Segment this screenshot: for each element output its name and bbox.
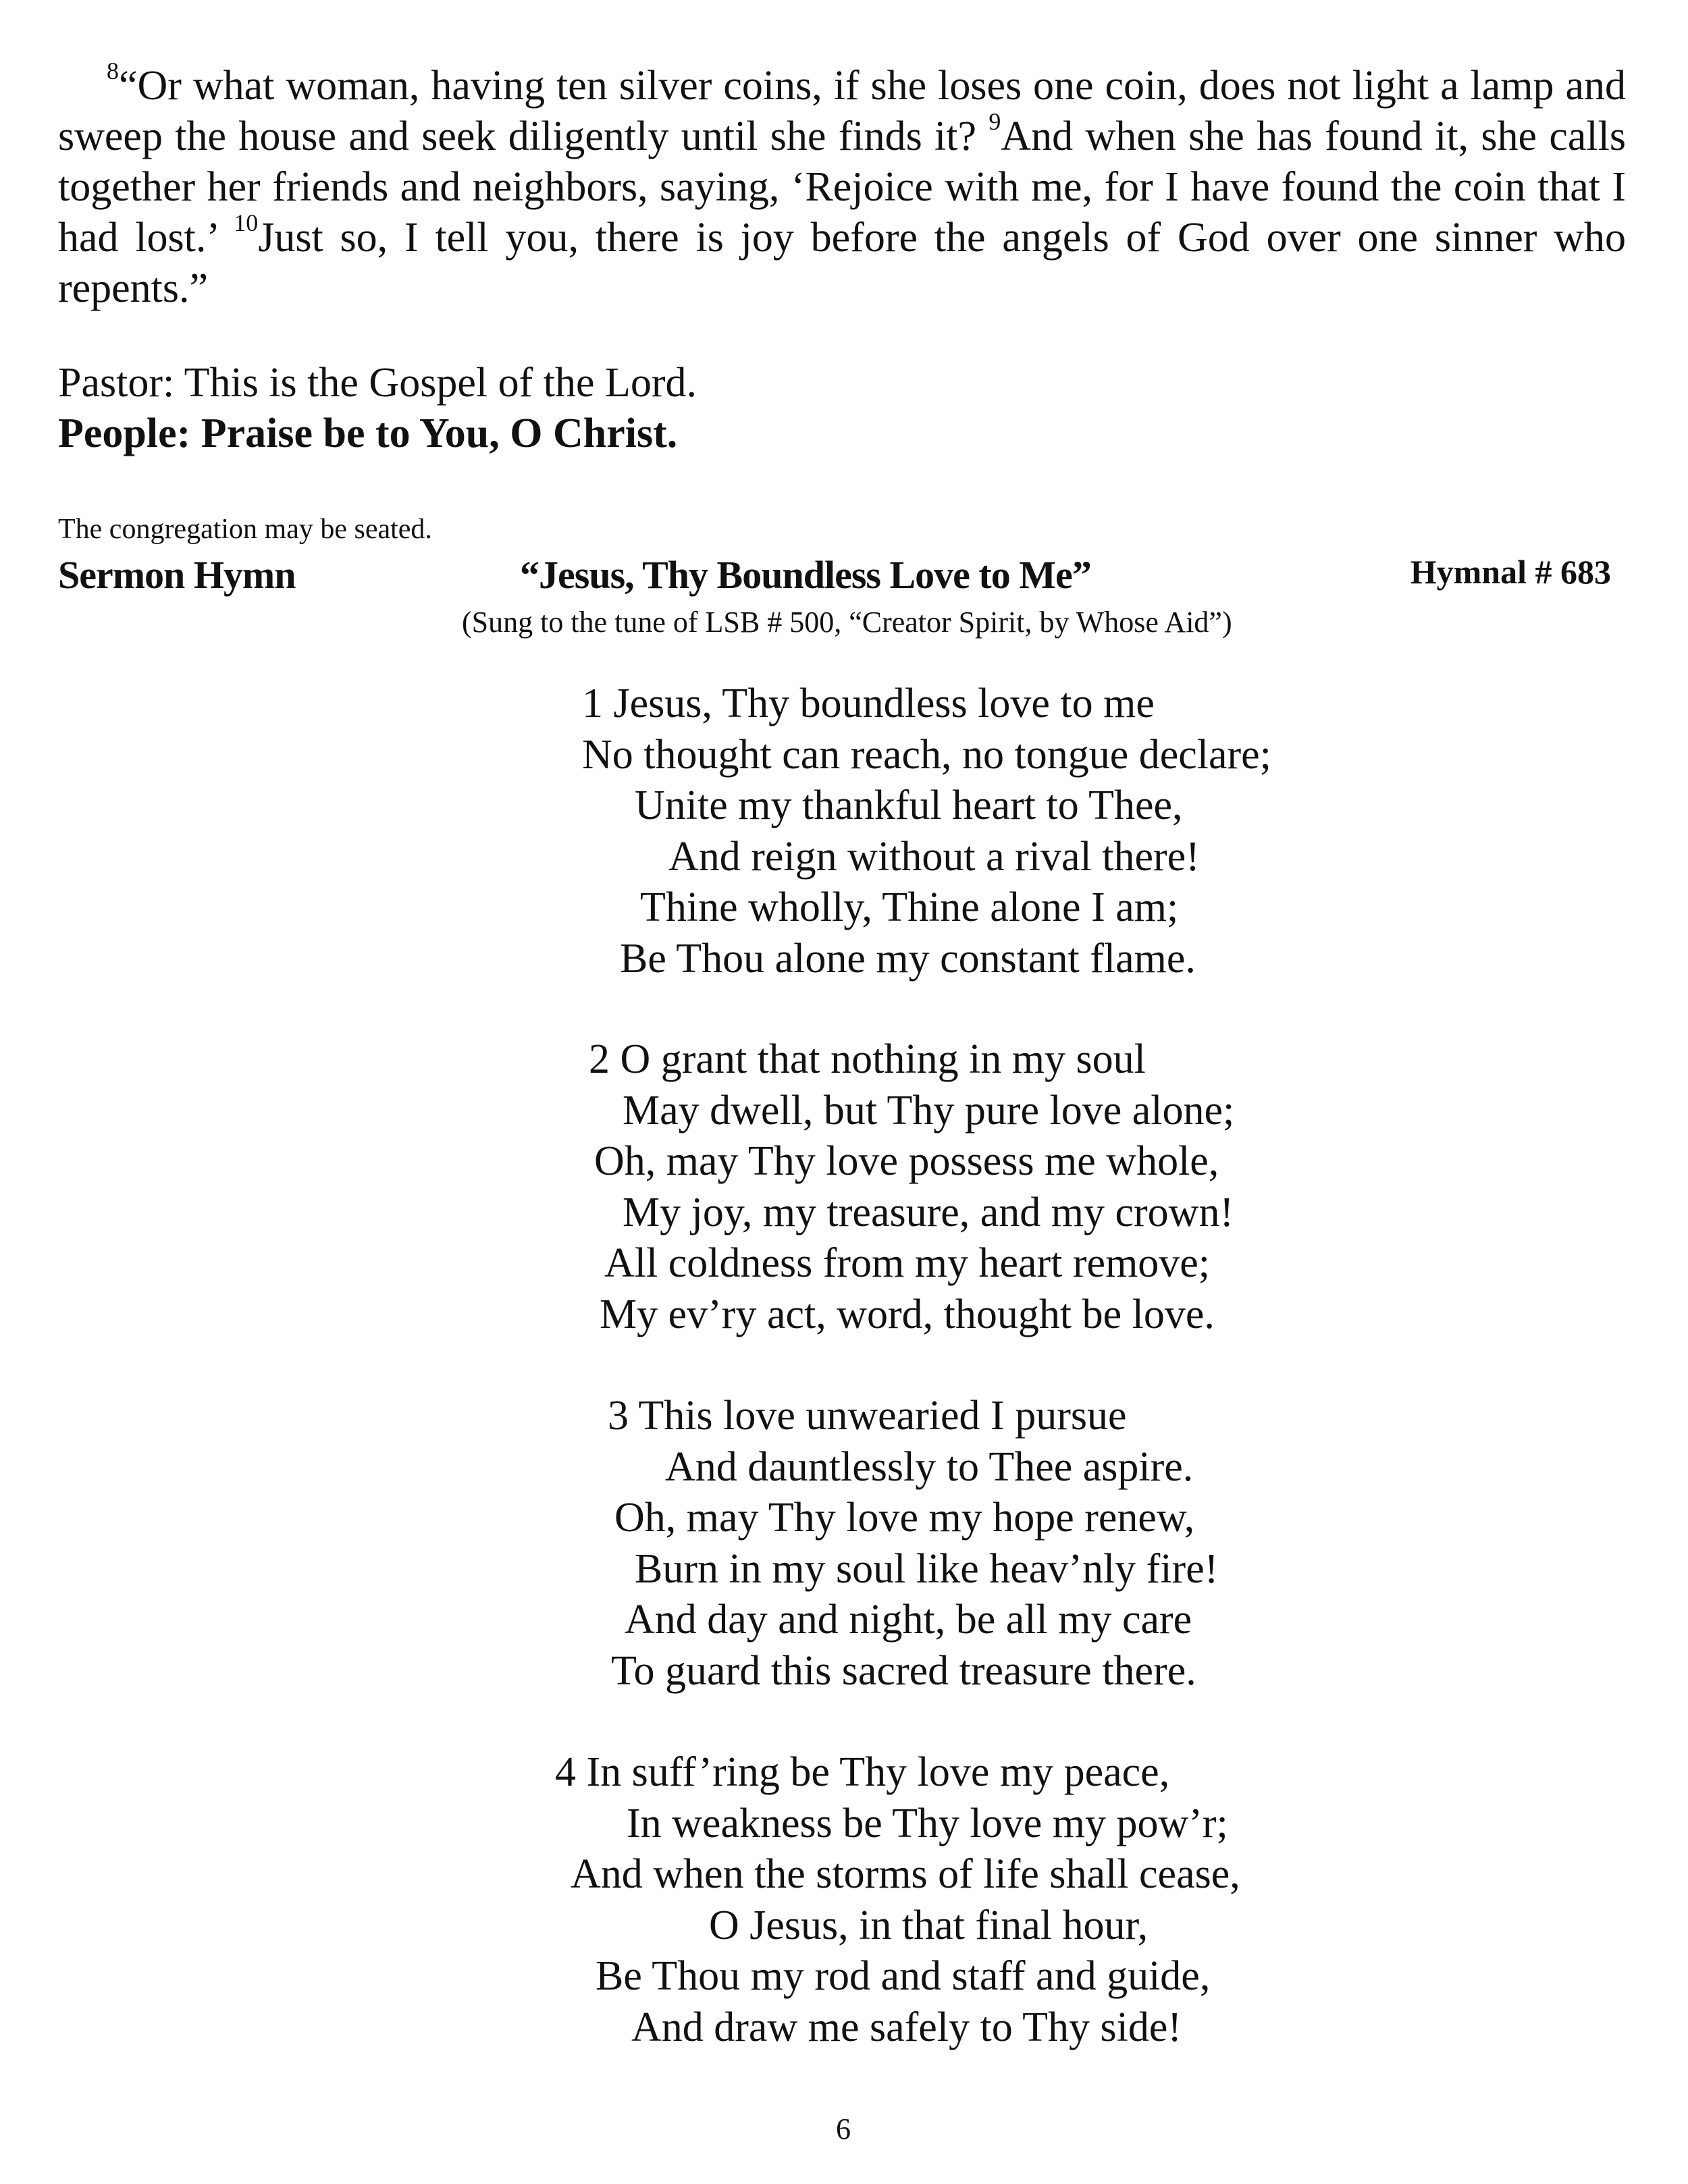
stanza-line: Oh, may Thy love possess me whole, — [594, 1138, 1219, 1184]
verse-number-8: 8 — [107, 57, 119, 84]
stanza-line: And reign without a rival there! — [668, 833, 1200, 880]
stanza-line: 4 In suff’ring be Thy love my peace, — [555, 1749, 1170, 1795]
stanza-line: And dauntlessly to Thee aspire. — [665, 1443, 1194, 1490]
stanza-line: To guard this sacred treasure there. — [611, 1647, 1196, 1694]
hymnal-number: Hymnal # 683 — [1410, 553, 1611, 591]
stanza-line: And draw me safely to Thy side! — [631, 2004, 1182, 2050]
stanza-line: All coldness from my heart remove; — [604, 1240, 1211, 1286]
stanza-line: 2 O grant that nothing in my soul — [589, 1036, 1146, 1082]
hymn-title: “Jesus, Thy Boundless Love to Me” — [520, 553, 1091, 597]
hymn-header — [58, 552, 1611, 606]
verse-8-text: “Or what woman, having ten silver coins, if she loses one coin, does not light a lamp and sweep the house and seek diligently until she finds it? — [58, 63, 1626, 159]
stanza-line: 3 This love unwearied I pursue — [608, 1393, 1127, 1439]
pastor-response: Pastor: This is the Gospel of the Lord. — [58, 360, 697, 406]
stanza-line: O Jesus, in that final hour, — [709, 1902, 1149, 1948]
verse-10-text: Just so, I tell you, there is joy before the angels of God over one sinner who repents.” — [58, 215, 1626, 311]
stanza-line: And when the storms of life shall cease, — [571, 1851, 1240, 1897]
stanza-line: My ev’ry act, word, thought be love. — [600, 1291, 1215, 1337]
stanza-line: Unite my thankful heart to Thee, — [635, 782, 1183, 828]
stanza-line: Burn in my soul like heav’nly fire! — [635, 1545, 1219, 1592]
verse-number-9: 9 — [988, 108, 1001, 135]
verse-9-text: And when she has found it, she calls together her friends and neighbors, saying, ‘Rejoice with me, for I have found the coin that I had lost.’ — [58, 113, 1626, 261]
stanza-line: Oh, may Thy love my hope renew, — [614, 1495, 1195, 1541]
stanza-line: No thought can reach, no tongue declare; — [582, 731, 1271, 778]
people-response: People: Praise be to You, O Christ. — [58, 410, 678, 456]
stanza-line: Be Thou my rod and staff and guide, — [596, 1953, 1211, 1999]
stanza-line: My joy, my treasure, and my crown! — [623, 1189, 1234, 1235]
stanza-line: In weakness be Thy love my pow’r; — [627, 1800, 1228, 1846]
stanza-line: And day and night, be all my care — [625, 1597, 1192, 1643]
hymn-label: Sermon Hymn — [58, 553, 296, 597]
seating-instruction: The congregation may be seated. — [58, 514, 432, 545]
scripture-passage — [58, 57, 1626, 314]
stanza-line: May dwell, but Thy pure love alone; — [623, 1087, 1235, 1134]
tune-note: (Sung to the tune of LSB # 500, “Creator Spirit, by Whose Aid”) — [462, 606, 1232, 639]
verse-number-10: 10 — [234, 209, 259, 236]
stanza-line: 1 Jesus, Thy boundless love to me — [582, 681, 1155, 726]
stanza-line: Thine wholly, Thine alone I am; — [640, 884, 1179, 930]
stanza-line: Be Thou alone my constant flame. — [620, 935, 1196, 982]
page-number: 6 — [836, 2112, 851, 2146]
